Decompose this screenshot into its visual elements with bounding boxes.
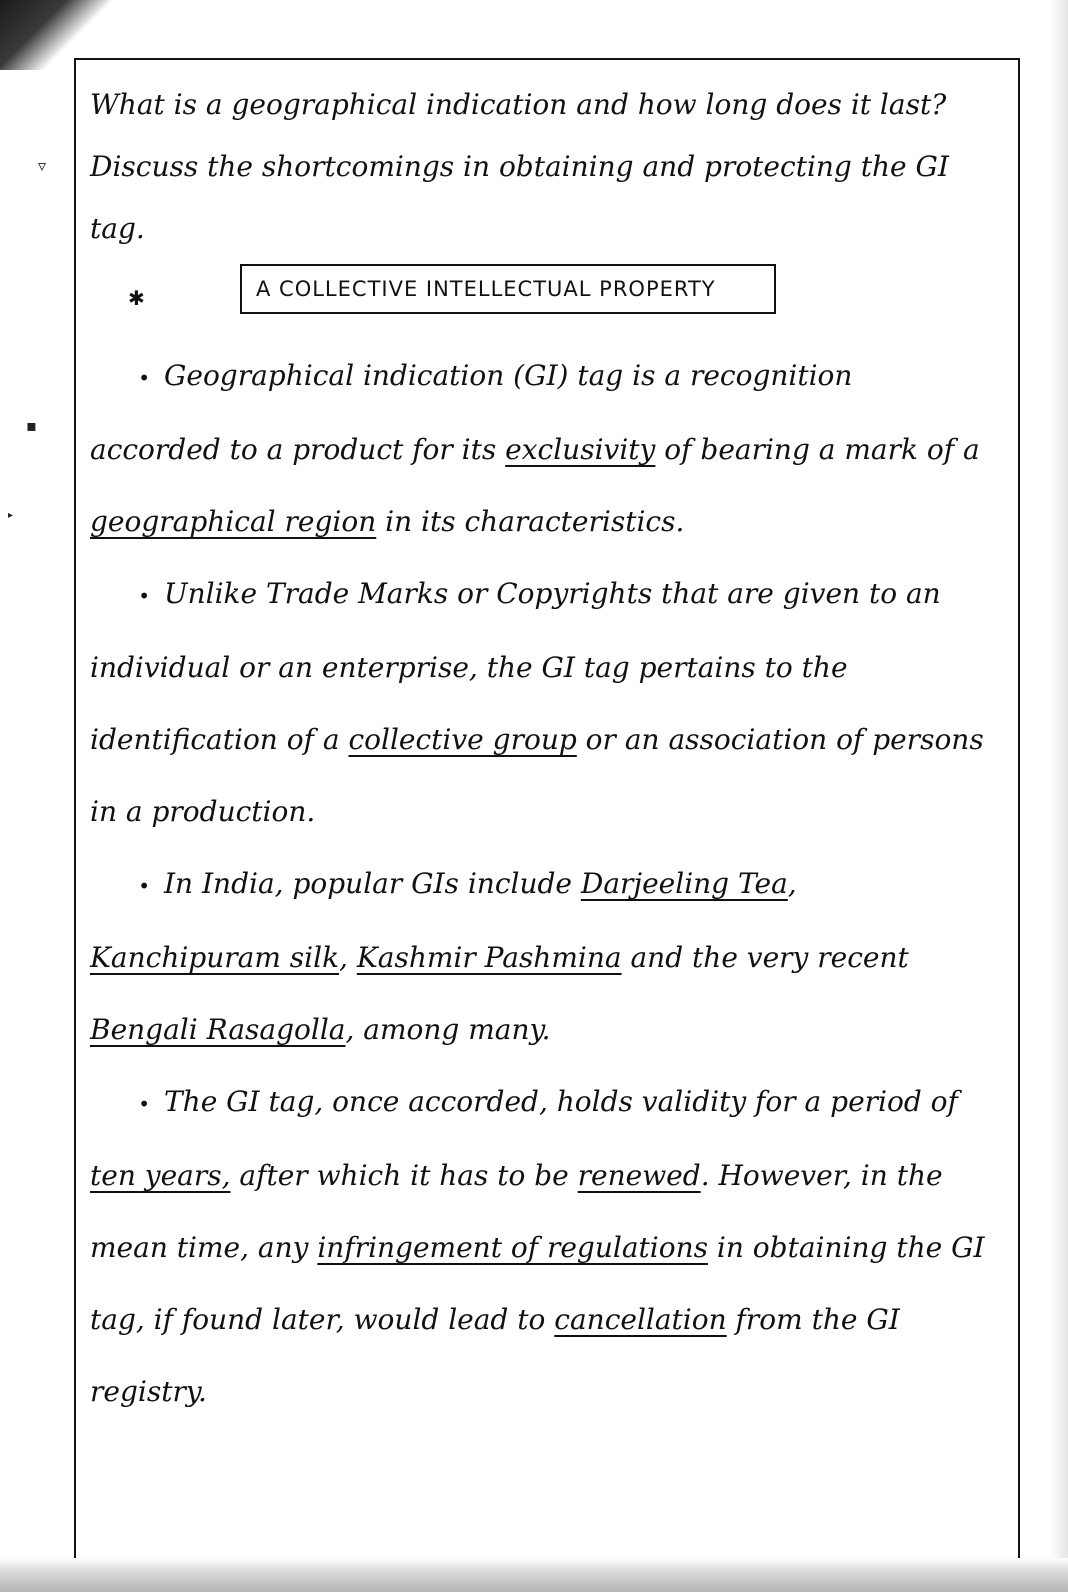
margin-mark: ▪ [26,416,37,435]
paragraph-text: The GI tag, once accorded, holds validity for a period of [164,1085,958,1118]
bullet-paragraph [90,558,990,848]
paragraph-text: , [787,867,797,900]
paragraph-text: , among many. [345,1013,551,1046]
underlined-phrase: collective group [348,723,577,756]
heading-text: A COLLECTIVE INTELLECTUAL PROPERTY [256,277,716,301]
paragraph-text: from the GI registry. [90,1303,900,1408]
margin-mark: ▸ [8,510,14,521]
answer-content [90,74,990,1428]
scan-shadow-right [1050,0,1068,1592]
star-icon: ✱ [128,286,145,310]
underlined-phrase: cancellation [554,1303,727,1336]
paragraph-text: in its characteristics. [376,505,685,538]
heading-row [90,264,990,340]
paragraph-text: of bearing a mark of a [655,433,980,466]
underlined-phrase: exclusivity [505,433,656,466]
underlined-phrase: Kashmir Pashmina [356,941,622,974]
underlined-phrase: Darjeeling Tea [580,867,788,900]
paragraph-text: in obtaining the GI tag, if found later, would lead to [90,1231,985,1336]
underlined-phrase: Kanchipuram silk [90,941,340,974]
answer-sheet [74,58,1020,1558]
paragraph-text: Unlike Trade Marks or Copyrights that are given to an individual or an enterprise, the GI tag pertains to the identification of a [90,577,941,756]
bullet-icon: • [138,1092,150,1116]
underlined-phrase: infringement of regulations [317,1231,709,1264]
paragraph-text: after which it has to be [230,1159,578,1192]
bullet-points [90,340,990,1428]
underlined-phrase: Bengali Rasagolla [90,1013,346,1046]
margin-mark: ▿ [38,156,47,175]
paragraph-text: or an association of persons in a production. [90,723,984,828]
underlined-phrase: ten years, [90,1159,231,1192]
paragraph-text: and the very recent [621,941,909,974]
underlined-phrase: geographical region [90,505,377,538]
bullet-paragraph [90,1066,990,1428]
underlined-phrase: renewed [577,1159,701,1192]
bullet-paragraph [90,848,990,1066]
question-text: What is a geographical indication and how long does it last? Discuss the shortcomings in obtaining and protecting the GI tag. [90,88,949,245]
paragraph-text: In India, popular GIs include [164,867,581,900]
paragraph-text: , [339,941,357,974]
bullet-icon: • [138,874,150,898]
bullet-icon: • [138,584,150,608]
paragraph-text: Geographical indication (GI) tag is a recognition accorded to a product for its [90,359,853,466]
paragraph-text: . However, in the mean time, any [90,1159,943,1264]
bullet-icon: • [138,366,150,390]
bullet-paragraph [90,340,990,558]
heading-box [240,264,776,314]
scan-shadow-bottom [0,1558,1068,1592]
